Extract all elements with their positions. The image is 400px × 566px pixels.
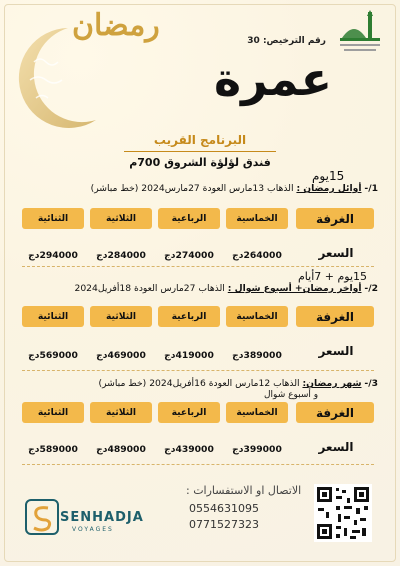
hotel-name: فندق لؤلؤة الشروق 700م — [129, 156, 271, 169]
omra-title: عمرة — [214, 52, 333, 106]
section-2-title: أواخر رمضان+ أسبوع شوال : — [227, 283, 362, 294]
section-2-room-4: الرباعية — [158, 306, 220, 327]
section-2-price-4: 419000دج — [164, 350, 214, 361]
section-2-days: 15يوم + 7أيام — [298, 270, 368, 283]
section-1-details: الذهاب 13مارس العودة 27مارس2024 (خط مباشر) — [90, 183, 294, 194]
section-2-divider — [22, 370, 374, 371]
section-2-line — [14, 283, 378, 294]
section-2-room-header: الغرفة — [296, 306, 374, 327]
brand-sub: VOYAGES — [72, 526, 114, 533]
section-3-line — [14, 378, 378, 389]
program-title: البرنامج القريب — [124, 133, 276, 152]
section-1-room-3: الثلاثية — [90, 208, 152, 229]
phone-1[interactable]: 0554631095 — [189, 502, 259, 515]
section-1-room-2: الثنائية — [22, 208, 84, 229]
section-3-room-2: الثنائية — [22, 402, 84, 423]
section-1-price-2: 294000دج — [28, 250, 78, 261]
qr-code-icon[interactable] — [314, 484, 372, 542]
section-3-details: الذهاب 12مارس العودة 16أفريل2024 (خط مباشر) — [98, 378, 300, 389]
section-2-price-2: 569000دج — [28, 350, 78, 361]
section-3-price-3: 489000دج — [96, 444, 146, 455]
section-3-room-header: الغرفة — [296, 402, 374, 423]
section-2-details: الذهاب 27مارس العودة 18أفريل2024 — [74, 283, 225, 294]
section-3-number: 3/- — [364, 378, 378, 389]
agency-logo-icon — [334, 10, 386, 54]
section-1-price-5: 264000دج — [232, 250, 282, 261]
ramadan-title: رمضان — [72, 8, 160, 43]
section-3-price-label: السعر — [318, 440, 354, 454]
section-2-price-5: 389000دج — [232, 350, 282, 361]
section-1-price-label: السعر — [318, 246, 354, 260]
section-3-price-2: 589000دج — [28, 444, 78, 455]
section-3-room-4: الرباعية — [158, 402, 220, 423]
brand-name: SENHADJA — [60, 510, 144, 525]
section-1-room-5: الخماسية — [226, 208, 288, 229]
license-number: رقم الترخيص: 30 — [247, 36, 326, 46]
section-3-price-5: 399000دج — [232, 444, 282, 455]
section-2-room-5: الخماسية — [226, 306, 288, 327]
section-1-days: 15يوم — [312, 169, 345, 183]
section-1-divider — [22, 266, 374, 267]
section-3-price-4: 439000دج — [164, 444, 214, 455]
section-3-room-5: الخماسية — [226, 402, 288, 423]
section-3-days: و أسبوع شوال — [264, 390, 319, 400]
section-2-number: 2/- — [364, 283, 378, 294]
section-1-price-4: 274000دج — [164, 250, 214, 261]
section-3-room-3: الثلاثية — [90, 402, 152, 423]
section-1-room-header: الغرفة — [296, 208, 374, 229]
section-3-title: شهر رمضان: — [302, 378, 362, 389]
section-1-room-4: الرباعية — [158, 208, 220, 229]
section-2-price-3: 469000دج — [96, 350, 146, 361]
phone-2[interactable]: 0771527323 — [189, 518, 259, 531]
section-2-price-label: السعر — [318, 344, 354, 358]
section-2-room-3: الثلاثية — [90, 306, 152, 327]
section-2-room-2: الثنائية — [22, 306, 84, 327]
section-1-number: 1/- — [364, 183, 378, 194]
section-1-price-3: 284000دج — [96, 250, 146, 261]
section-3-divider — [22, 464, 374, 465]
contact-title: الاتصال او الاستفسارات : — [186, 484, 302, 497]
section-1-title: أوائل رمضان : — [296, 183, 362, 194]
section-1-line — [14, 183, 378, 194]
